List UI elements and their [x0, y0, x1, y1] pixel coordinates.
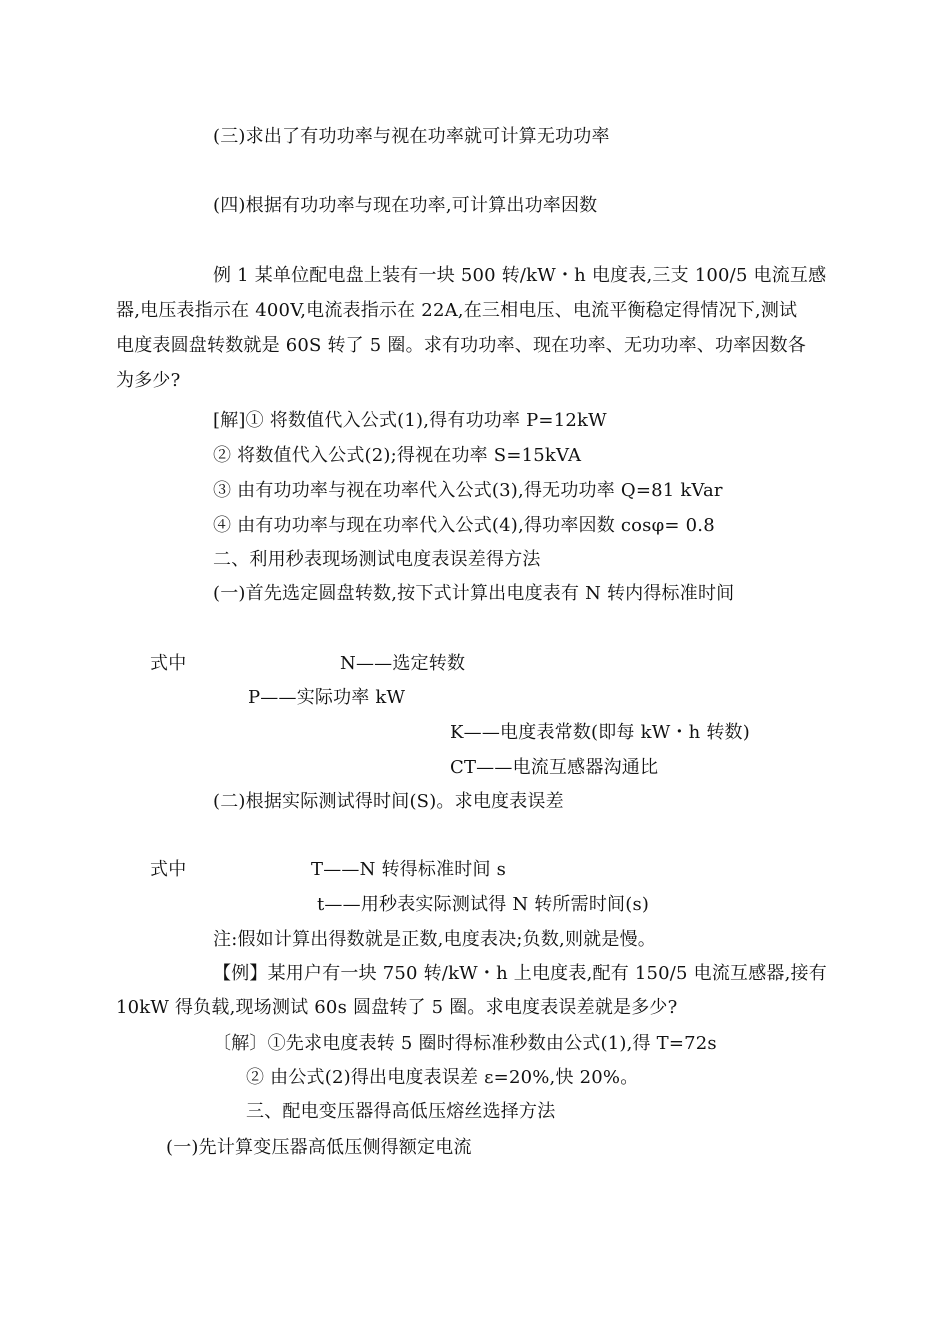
paragraph-subsection-1: (一)首先选定圆盘转数,按下式计算出电度表有 N 转内得标准时间 [213, 583, 735, 604]
solution-step-1: [解]① 将数值代入公式(1),得有功功率 P=12kW [213, 410, 607, 431]
solution-step-2: ② 将数值代入公式(2);得视在功率 S=15kVA [213, 445, 582, 466]
solution-step-3: ③ 由有功功率与视在功率代入公式(3),得无功功率 Q=81 kVar [213, 480, 723, 501]
note-paragraph: 注:假如计算出得数就是正数,电度表决;负数,则就是慢。 [213, 929, 656, 950]
example-1-line-3: 电度表圆盘转数就是 60S 转了 5 圈。求有功功率、现在功率、无功功率、功率因数各 [116, 335, 806, 356]
paragraph-section-3: (三)求出了有功功率与视在功率就可计算无功功率 [213, 126, 610, 147]
solution-2-step-1: 〔解〕①先求电度表转 5 圈时得标准秒数由公式(1),得 T=72s [213, 1033, 717, 1054]
formula-var-p: P——实际功率 kW [248, 687, 406, 708]
example-2-line-1: 【例】某用户有一块 750 转/kW・h 上电度表,配有 150/5 电流互感器,接有 [213, 963, 827, 984]
example-1-line-1: 例 1 某单位配电盘上装有一块 500 转/kW・h 电度表,三支 100/5 电流互感 [213, 265, 827, 286]
formula-where-label: 式中 [150, 653, 187, 674]
section-heading-2: 二、利用秒表现场测试电度表误差得方法 [213, 549, 541, 570]
solution-step-4: ④ 由有功功率与现在功率代入公式(4),得功率因数 cosφ= 0.8 [213, 515, 715, 536]
formula-var-t-upper: T——N 转得标准时间 s [311, 859, 507, 880]
paragraph-section-4: (四)根据有功功率与现在功率,可计算出功率因数 [213, 195, 598, 216]
paragraph-subsection-2: (二)根据实际测试得时间(S)。求电度表误差 [213, 791, 564, 812]
example-1-line-4: 为多少? [116, 370, 181, 391]
section-heading-3: 三、配电变压器得高低压熔丝选择方法 [246, 1101, 556, 1122]
formula-var-n: N——选定转数 [340, 653, 466, 674]
formula-where-label-2: 式中 [150, 859, 187, 880]
solution-2-step-2: ② 由公式(2)得出电度表误差 ε=20%,快 20%。 [246, 1067, 639, 1088]
example-1-line-2: 器,电压表指示在 400V,电流表指示在 22A,在三相电压、电流平衡稳定得情况下,测试 [116, 300, 798, 321]
formula-var-t-lower: t——用秒表实际测试得 N 转所需时间(s) [317, 894, 650, 915]
formula-var-ct: CT——电流互感器沟通比 [450, 757, 659, 778]
formula-var-k: K——电度表常数(即每 kW・h 转数) [450, 722, 750, 743]
paragraph-subsection-3-1: (一)先计算变压器高低压侧得额定电流 [166, 1137, 472, 1158]
example-2-line-2: 10kW 得负载,现场测试 60s 圆盘转了 5 圈。求电度表误差就是多少? [116, 997, 678, 1018]
